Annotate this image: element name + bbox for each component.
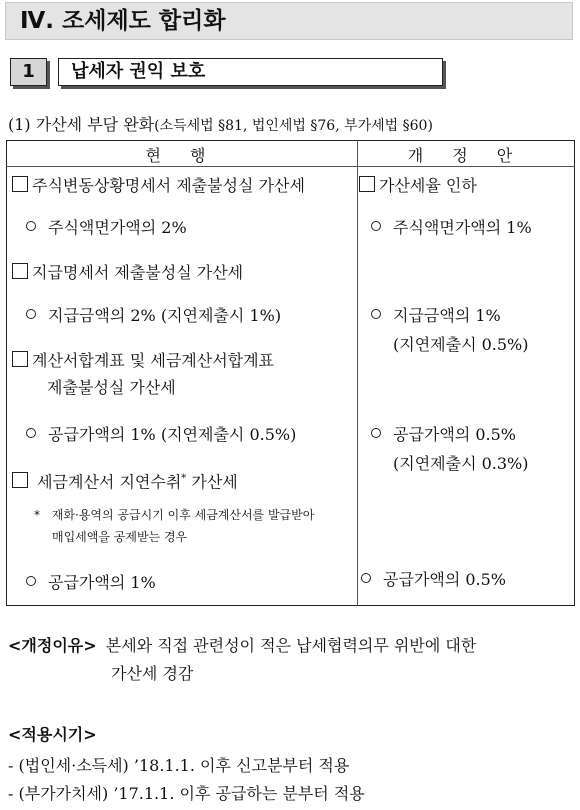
effective-label: <적용시기> — [8, 725, 97, 744]
column-divider — [357, 140, 358, 606]
footnote-mark: * — [34, 508, 40, 522]
footnote-line2: 매입세액을 공제받는 경우 — [52, 530, 188, 544]
reason-block — [8, 633, 476, 659]
footnote-line1: 재화·용역의 공급시기 이후 세금계산서를 발급받아 — [51, 508, 315, 522]
item-title-main: (1) 가산세 부담 완화 — [8, 115, 155, 134]
late-invoice-suffix: 가산세 — [186, 472, 238, 492]
header-revised: 개 정 안 — [407, 146, 525, 165]
effective-line2: - (부가가치세) ’17.1.1. 이후 공급하는 분부터 적용 — [8, 784, 365, 803]
subsection-number: 1 — [10, 58, 47, 86]
current-rate-late-invoice: 공급가액의 1% — [26, 572, 156, 594]
current-item-invoice-summary-line2: 제출불성실 가산세 — [47, 378, 176, 397]
effective-line1: - (법인세·소득세) ’18.1.1. 이후 신고분부터 적용 — [8, 756, 350, 775]
revised-rate-payment: 지급금액의 1% — [371, 305, 501, 327]
header-divider — [6, 166, 575, 167]
revised-rate-payment-delay: (지연제출시 0.5%) — [393, 335, 529, 354]
current-rate-stock: 주식액면가액의 2% — [26, 217, 187, 239]
reason-line2: 가산세 경감 — [111, 664, 194, 683]
header-current: 현 행 — [145, 146, 218, 165]
late-invoice-label: 세금계산서 지연수취 — [37, 472, 182, 492]
revised-rate-stock: 주식액면가액의 1% — [371, 217, 532, 239]
current-item-payment-statement: 지급명세서 제출불성실 가산세 — [12, 262, 243, 284]
item-title — [8, 112, 433, 135]
revised-rate-invoice-summary-delay: (지연제출시 0.3%) — [393, 454, 529, 473]
subsection-title: 납세자 권익 보호 — [58, 58, 443, 86]
item-title-ref: (소득세법 §81, 법인세법 §76, 부가세법 §60) — [154, 118, 433, 134]
late-invoice-star: * — [181, 473, 187, 484]
current-item-invoice-summary: 계산서합계표 및 세금계산서합계표 — [12, 350, 274, 372]
current-rate-invoice-summary: 공급가액의 1% (지연제출시 0.5%) — [26, 424, 296, 446]
current-rate-payment: 지급금액의 2% (지연제출시 1%) — [26, 305, 281, 327]
revised-rate-invoice-summary: 공급가액의 0.5% — [371, 424, 516, 446]
revised-rate-late-invoice: 공급가액의 0.5% — [361, 569, 506, 591]
current-item-late-invoice — [12, 468, 238, 493]
revised-item-rate-cut: 가산세율 인하 — [359, 175, 477, 197]
reason-label: <개정이유> — [8, 636, 97, 655]
current-item-stock-statement: 주식변동상황명세서 제출불성실 가산세 — [12, 175, 305, 197]
reason-line1: 본세와 직접 관련성이 적은 납세협력의무 위반에 대한 — [105, 636, 477, 655]
section-title: Ⅳ. 조세제도 합리화 — [5, 2, 573, 40]
footnote — [34, 505, 314, 525]
